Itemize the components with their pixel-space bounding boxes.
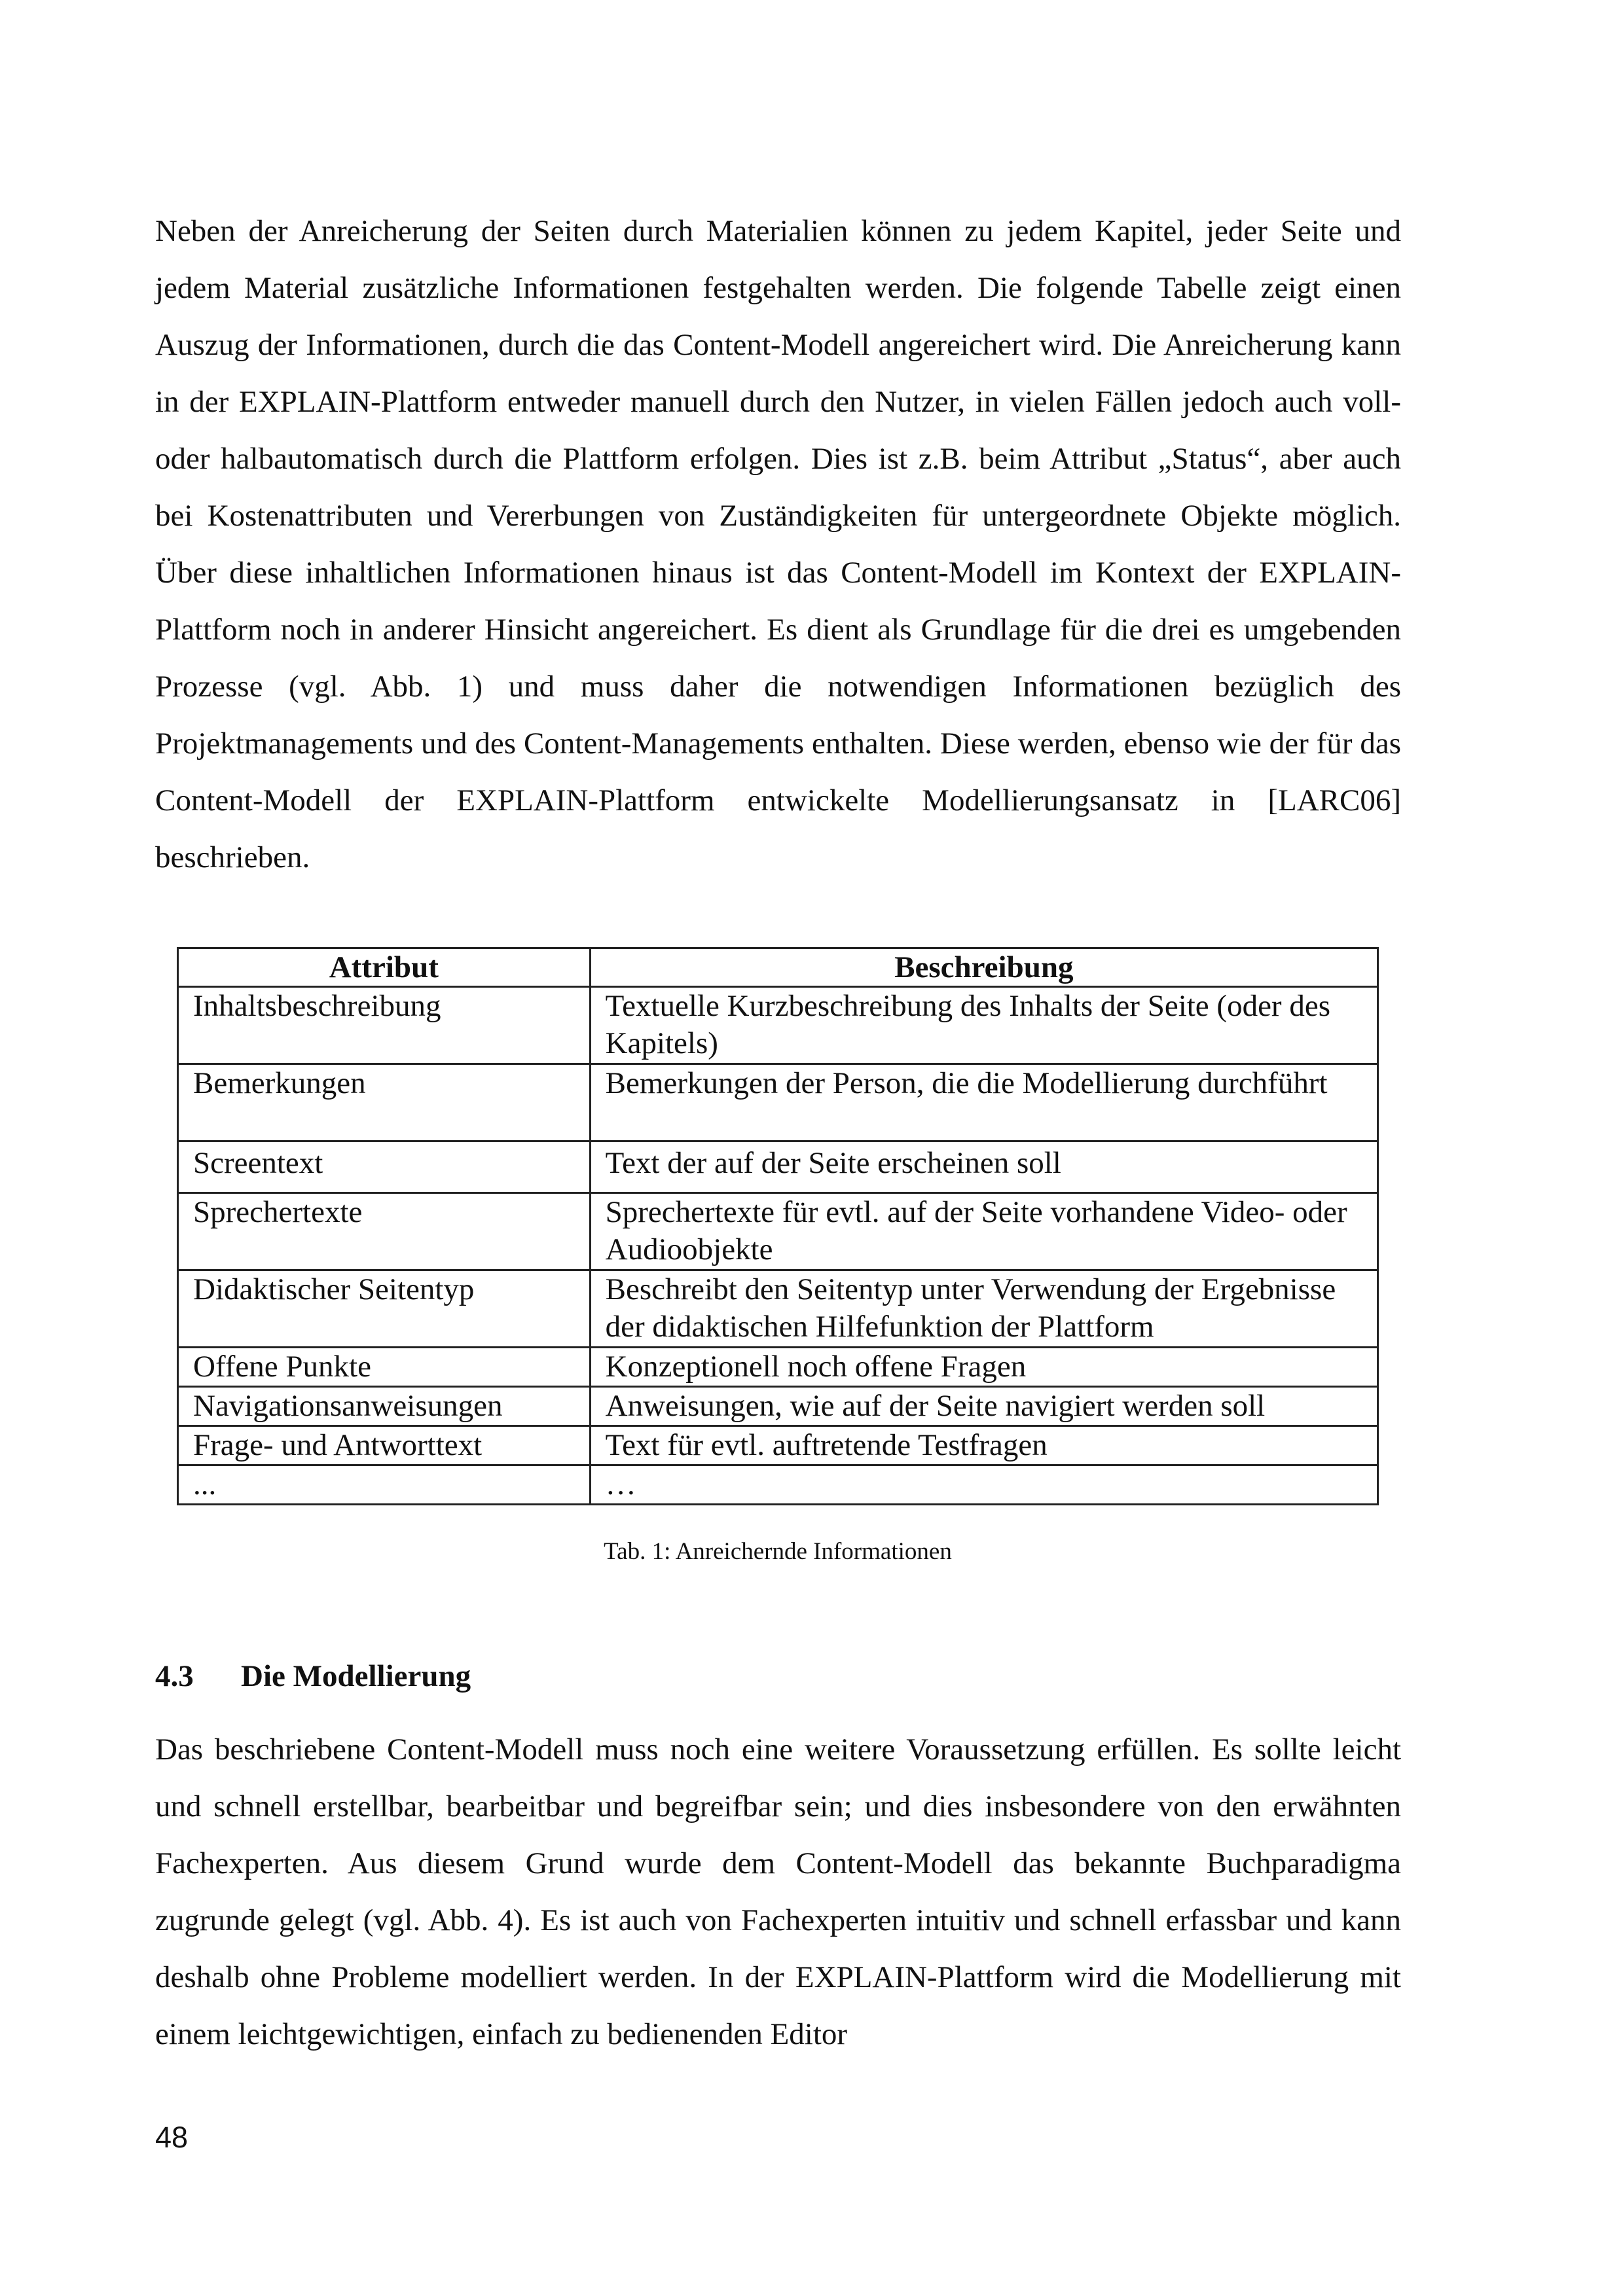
table-header-row [178,948,1378,987]
modellierung-paragraph: Das beschriebene Content-Modell muss noch eine weitere Voraussetzung erfüllen. Es sollte leicht und schnell erstellbar, bearbeitbar und begreifbar sein; und dies insbesondere von den erwähnten Fachexperten. Aus diesem Grund wurde dem Content-Modell das bekannte Buchparadigma zugrunde gelegt (vgl. Abb. 4). Es ist auch von Fachexperten intuitiv und schnell erfassbar und kann deshalb ohne Probleme modelliert werden. In der EXPLAIN-Plattform wird die Modellierung mit einem leichtgewichtigen, einfach zu bedienenden Editor [155,1732,1401,2051]
table-row [178,1426,1378,1465]
attribute-cell: Navigationsanweisungen [178,1387,591,1426]
description-cell: Bemerkungen der Person, die die Modellierung durchführt [590,1064,1377,1141]
description-cell: Sprechertexte für evtl. auf der Seite vorhandene Video- oder Audioobjekte [590,1193,1377,1270]
attribute-cell: Frage- und Antworttext [178,1426,591,1465]
attribute-cell: Sprechertexte [178,1193,591,1270]
table-row [178,1064,1378,1141]
description-cell: Textuelle Kurzbeschreibung des Inhalts der Seite (oder des Kapitels) [590,987,1377,1064]
table-row [178,1193,1378,1270]
description-cell: Konzeptionell noch offene Fragen [590,1348,1377,1387]
attribute-cell: Didaktischer Seitentyp [178,1270,591,1348]
description-cell: Beschreibt den Seitentyp unter Verwendung der Ergebnisse der didaktischen Hilfefunktion der Plattform [590,1270,1377,1348]
table-row [178,1348,1378,1387]
table-row [178,1387,1378,1426]
header-beschreibung: Beschreibung [590,948,1377,987]
table-row [178,1270,1378,1348]
description-cell: … [590,1465,1377,1505]
page-number: 48 [155,2121,189,2154]
description-cell: Text der auf der Seite erscheinen soll [590,1141,1377,1193]
table-row [178,1141,1378,1193]
attribute-cell: ... [178,1465,591,1505]
attribute-cell: Bemerkungen [178,1064,591,1141]
section-number: 4.3 [155,1659,194,1693]
attribute-cell: Inhaltsbeschreibung [178,987,591,1064]
section-heading [155,1657,471,1696]
table-row [178,1465,1378,1505]
header-attribut: Attribut [178,948,591,987]
table-row [178,987,1378,1064]
table-caption: Tab. 1: Anreichernde Informationen [604,1538,952,1565]
attribute-cell: Screentext [178,1141,591,1193]
attribute-table [177,947,1379,1505]
intro-paragraph: Neben der Anreicherung der Seiten durch Materialien können zu jedem Kapitel, jeder Seite und jedem Material zusätzliche Informationen festgehalten werden. Die folgende Tabelle zeigt einen Auszug der Informationen, durch die das Content-Modell angereichert wird. Die Anreicherung kann in der EXPLAIN-Plattform entweder manuell durch den Nutzer, in vielen Fällen jedoch auch voll- oder halbautomatisch durch die Plattform erfolgen. Dies ist z.B. beim Attribut „Status“, aber auch bei Kostenattributen und Vererbungen von Zuständigkeiten für untergeordnete Objekte möglich. Über diese inhaltlichen Informationen hinaus ist das Content-Modell im Kontext der EXPLAIN-Plattform noch in anderer Hinsicht angereichert. Es dient als Grundlage für die drei es umgebenden Prozesse (vgl. Abb. 1) und muss daher die notwendigen Informationen bezüglich des Projektmanagements und des Content-Managements enthalten. Diese werden, ebenso wie der für das Content-Modell der EXPLAIN-Plattform entwickelte Modellierungsansatz in [LARC06] beschrieben. [155,214,1401,874]
section-title: Die Modellierung [241,1659,471,1693]
attribute-cell: Offene Punkte [178,1348,591,1387]
description-cell: Text für evtl. auftretende Testfragen [590,1426,1377,1465]
description-cell: Anweisungen, wie auf der Seite navigiert werden soll [590,1387,1377,1426]
